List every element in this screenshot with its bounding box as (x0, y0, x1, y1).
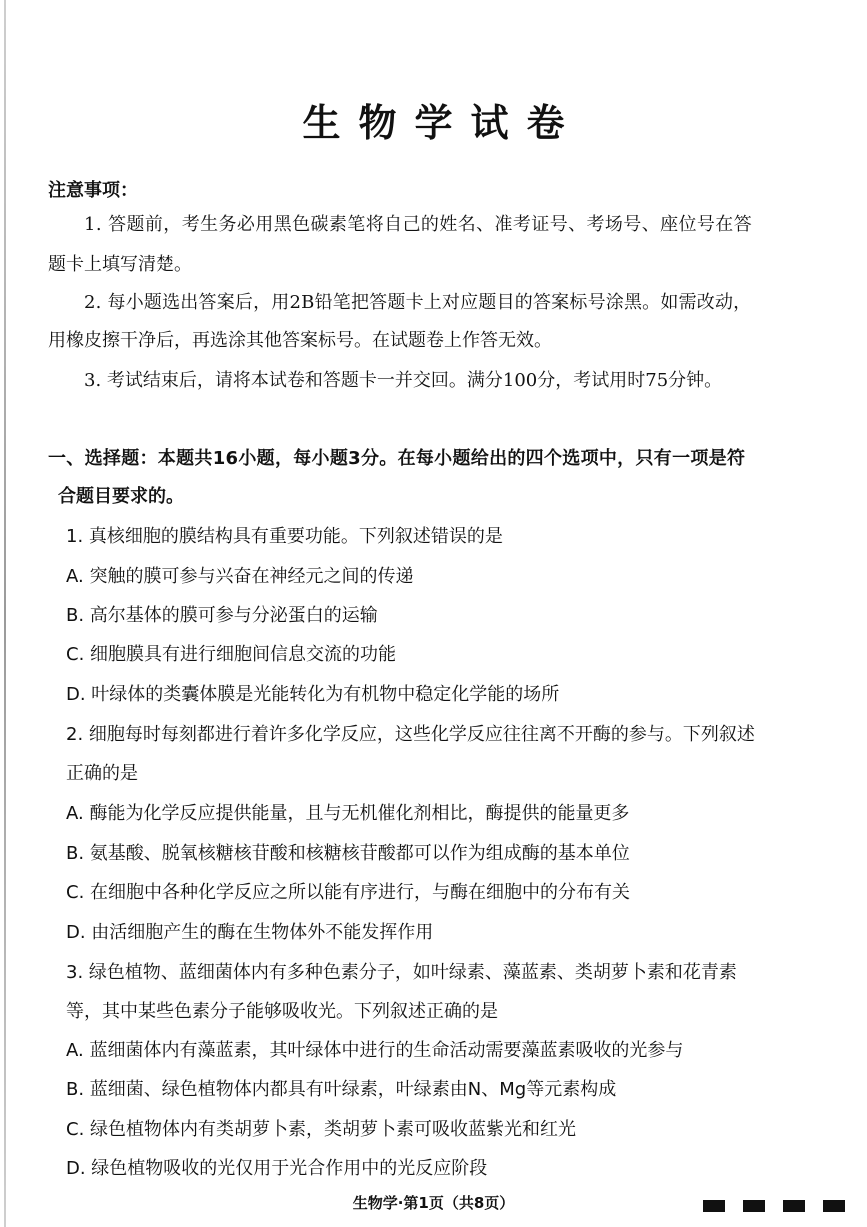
registration-mark (743, 1200, 765, 1212)
q3-option-d: D. 绿色植物吸收的光仅用于光合作用中的光反应阶段 (66, 1158, 488, 1179)
q3-stem-line-2: 等，其中某些色素分子能够吸收光。下列叙述正确的是 (66, 1001, 498, 1022)
notice-item-1-line-1: 1. 答题前，考生务必用黑色碳素笔将自己的姓名、准考证号、考场号、座位号在答 (84, 214, 753, 235)
notice-item-3-line-1: 3. 考试结束后，请将本试卷和答题卡一并交回。满分100分，考试用时75分钟。 (84, 370, 723, 391)
notice-item-2-line-2: 用橡皮擦干净后，再选涂其他答案标号。在试题卷上作答无效。 (48, 330, 552, 351)
q1-stem: 1. 真核细胞的膜结构具有重要功能。下列叙述错误的是 (66, 526, 503, 547)
notice-heading: 注意事项： (48, 180, 138, 201)
q2-option-c: C. 在细胞中各种化学反应之所以能有序进行，与酶在细胞中的分布有关 (66, 882, 631, 903)
q3-option-a: A. 蓝细菌体内有藻蓝素，其叶绿体中进行的生命活动需要藻蓝素吸收的光参与 (66, 1040, 684, 1061)
notice-item-1-line-2: 题卡上填写清楚。 (48, 254, 192, 275)
q3-stem-line-1: 3. 绿色植物、蓝细菌体内有多种色素分子，如叶绿素、藻蓝素、类胡萝卜素和花青素 (66, 962, 737, 983)
q1-option-a: A. 突触的膜可参与兴奋在神经元之间的传递 (66, 566, 414, 587)
page-title: 生物学试卷 (302, 100, 583, 145)
registration-mark (823, 1200, 845, 1212)
q1-option-d: D. 叶绿体的类囊体膜是光能转化为有机物中稳定化学能的场所 (66, 684, 560, 705)
scan-edge-line (4, 0, 6, 1227)
section-heading-line-2: 合题目要求的。 (58, 486, 184, 507)
q2-stem-line-2: 正确的是 (66, 763, 138, 784)
notice-item-2-line-1: 2. 每小题选出答案后，用2B铅笔把答题卡上对应题目的答案标号涂黑。如需改动， (84, 292, 752, 313)
q2-option-d: D. 由活细胞产生的酶在生物体外不能发挥作用 (66, 922, 434, 943)
registration-mark (703, 1200, 725, 1212)
registration-marks (703, 1200, 845, 1212)
q2-option-a: A. 酶能为化学反应提供能量，且与无机催化剂相比，酶提供的能量更多 (66, 803, 630, 824)
q1-option-c: C. 细胞膜具有进行细胞间信息交流的功能 (66, 644, 397, 665)
page-footer: 生物学·第1页（共8页） (352, 1194, 515, 1212)
section-heading-line-1: 一、选择题：本题共16小题，每小题3分。在每小题给出的四个选项中，只有一项是符 (48, 448, 746, 469)
q3-option-b: B. 蓝细菌、绿色植物体内都具有叶绿素，叶绿素由N、Mg等元素构成 (66, 1079, 617, 1100)
q3-option-c: C. 绿色植物体内有类胡萝卜素，类胡萝卜素可吸收蓝紫光和红光 (66, 1119, 577, 1140)
q1-option-b: B. 高尔基体的膜可参与分泌蛋白的运输 (66, 605, 378, 626)
q2-stem-line-1: 2. 细胞每时每刻都进行着许多化学反应，这些化学反应往往离不开酶的参与。下列叙述 (66, 724, 755, 745)
q2-option-b: B. 氨基酸、脱氧核糖核苷酸和核糖核苷酸都可以作为组成酶的基本单位 (66, 843, 630, 864)
registration-mark (783, 1200, 805, 1212)
